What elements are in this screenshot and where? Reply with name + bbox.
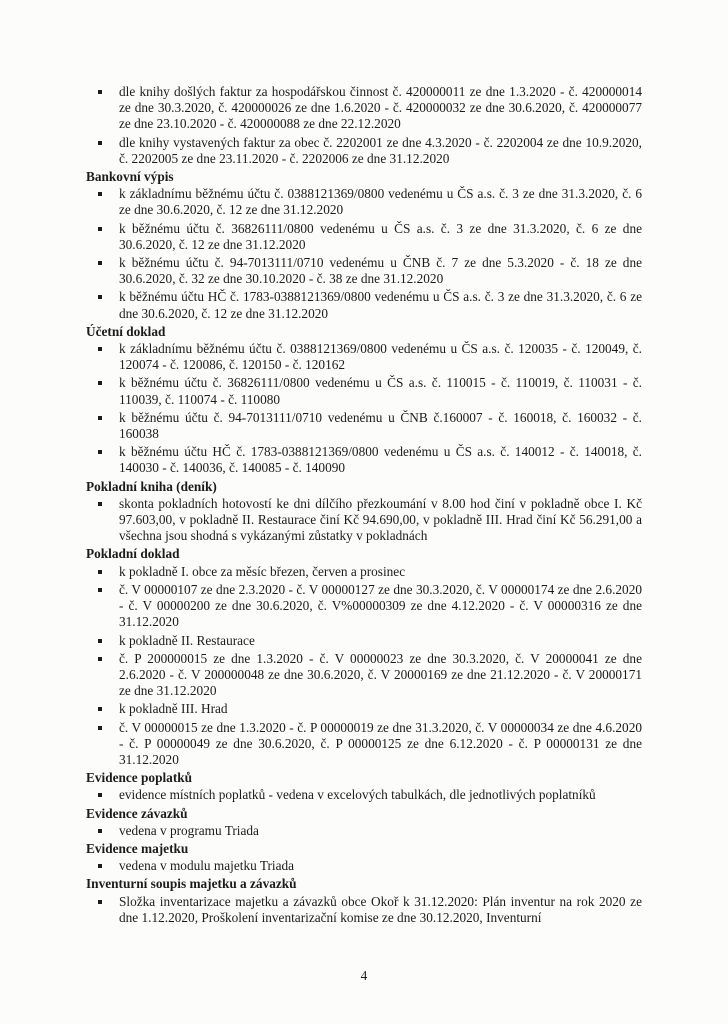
page-number: 4 <box>360 968 368 983</box>
list-item: č. P 200000015 ze dne 1.3.2020 - č. V 00000023 ze dne 30.3.2020, č. V 20000041 ze dne 2.6.2020 - č. V 200000048 ze dne 30.6.2020, č. V 20000169 ze dne 21.12.2020 - č. V 20000171 ze dne 31.12.2020 <box>86 651 642 700</box>
list-item: k pokladně II. Restaurace <box>86 633 642 649</box>
list-item: k pokladně III. Hrad <box>86 701 642 717</box>
section-evidence-zavazku <box>86 806 642 839</box>
list-item: k běžnému účtu HČ č. 1783-0388121369/0800 vedenému u ČS a.s. č. 3 ze dne 31.3.2020, č. 6 ze dne 30.6.2020, č. 12 ze dne 31.12.2020 <box>86 289 642 321</box>
section-inventurni-soupis <box>86 876 642 926</box>
section-heading: Bankovní výpis <box>86 169 174 185</box>
list-item: dle knihy vystavených faktur za obec č. 2202001 ze dne 4.3.2020 - č. 2202004 ze dne 10.9.2020, č. 2202005 ze dne 23.11.2020 - č. 2202006 ze dne 31.12.2020 <box>86 135 642 167</box>
section-evidence-majetku <box>86 841 642 874</box>
list-item: č. V 00000107 ze dne 2.3.2020 - č. V 00000127 ze dne 30.3.2020, č. V 00000174 ze dne 2.6.2020 - č. V 00000200 ze dne 30.6.2020, č. V%00000309 ze dne 4.12.2020 - č. V 00000316 ze dne 31.12.2020 <box>86 582 642 631</box>
list-item: evidence místních poplatků - vedena v excelových tabulkách, dle jednotlivých poplatníků <box>86 787 642 803</box>
top-list <box>86 84 642 167</box>
document-page <box>86 84 642 928</box>
list-item: k běžnému účtu č. 94-7013111/0710 vedenému u ČNB č. 7 ze dne 5.3.2020 - č. 18 ze dne 30.6.2020, č. 32 ze dne 30.10.2020 - č. 38 ze dne 31.12.2020 <box>86 255 642 287</box>
section-bankovni-vypis <box>86 169 642 322</box>
list-item: k základnímu běžnému účtu č. 0388121369/0800 vedenému u ČS a.s. č. 120035 - č. 120049, č. 120074 - č. 120086, č. 120150 - č. 120162 <box>86 341 642 373</box>
section-heading: Evidence majetku <box>86 840 189 856</box>
section-heading: Evidence závazků <box>86 805 188 821</box>
section-pokladni-kniha <box>86 479 642 545</box>
section-heading: Pokladní kniha (deník) <box>86 478 217 494</box>
list-item: k základnímu běžnému účtu č. 0388121369/0800 vedenému u ČS a.s. č. 3 ze dne 31.3.2020, č. 6 ze dne 30.6.2020, č. 12 ze dne 31.12.2020 <box>86 186 642 218</box>
section-heading: Pokladní doklad <box>86 546 180 562</box>
list-item: k pokladně I. obce za měsíc březen, červen a prosinec <box>86 564 642 580</box>
section-heading: Inventurní soupis majetku a závazků <box>86 876 297 892</box>
list-item: k běžnému účtu HČ č. 1783-0388121369/0800 vedenému u ČS a.s. č. 140012 - č. 140018, č. 140030 - č. 140036, č. 140085 - č. 140090 <box>86 444 642 476</box>
section-heading: Účetní doklad <box>86 323 166 339</box>
list-item: k běžnému účtu č. 94-7013111/0710 vedenému u ČNB č.160007 - č. 160018, č. 160032 - č. 160038 <box>86 410 642 442</box>
list-item: skonta pokladních hotovostí ke dni dílčího přezkoumání v 8.00 hod činí v pokladně obce I. Kč 97.603,00, v pokladně II. Restaurace činí Kč 94.690,00, v pokladně III. Hrad činí Kč 56.291,00 a všechna jsou shodná s vykázanými zůstatky v pokladnách <box>86 496 642 545</box>
section-heading: Evidence poplatků <box>86 770 193 786</box>
section-evidence-poplatku <box>86 770 642 803</box>
list-item: vedena v modulu majetku Triada <box>86 858 642 874</box>
list-item: k běžnému účtu č. 36826111/0800 vedenému u ČS a.s. č. 3 ze dne 31.3.2020, č. 6 ze dne 30.6.2020, č. 12 ze dne 31.12.2020 <box>86 221 642 253</box>
list-item: k běžnému účtu č. 36826111/0800 vedenému u ČS a.s. č. 110015 - č. 110019, č. 110031 - č. 110039, č. 110074 - č. 110080 <box>86 375 642 407</box>
list-item: dle knihy došlých faktur za hospodářskou činnost č. 420000011 ze dne 1.3.2020 - č. 420000014 ze dne 30.3.2020, č. 420000026 ze dne 1.6.2020 - č. 420000032 ze dne 30.6.2020, č. 420000077 ze dne 23.10.2020 - č. 420000088 ze dne 22.12.2020 <box>86 84 642 133</box>
list-item: č. V 00000015 ze dne 1.3.2020 - č. P 00000019 ze dne 31.3.2020, č. V 00000034 ze dne 4.6.2020 - č. P 00000049 ze dne 30.6.2020, č. P 00000125 ze dne 6.12.2020 - č. P 00000131 ze dne 31.12.2020 <box>86 720 642 769</box>
list-item: Složka inventarizace majetku a závazků obce Okoř k 31.12.2020: Plán inventur na rok 2020 ze dne 1.12.2020, Proškolení inventarizační komise ze dne 30.12.2020, Inventurní <box>86 894 642 926</box>
section-ucetni-doklad <box>86 324 642 477</box>
section-pokladni-doklad <box>86 546 642 768</box>
list-item: vedena v programu Triada <box>86 823 642 839</box>
